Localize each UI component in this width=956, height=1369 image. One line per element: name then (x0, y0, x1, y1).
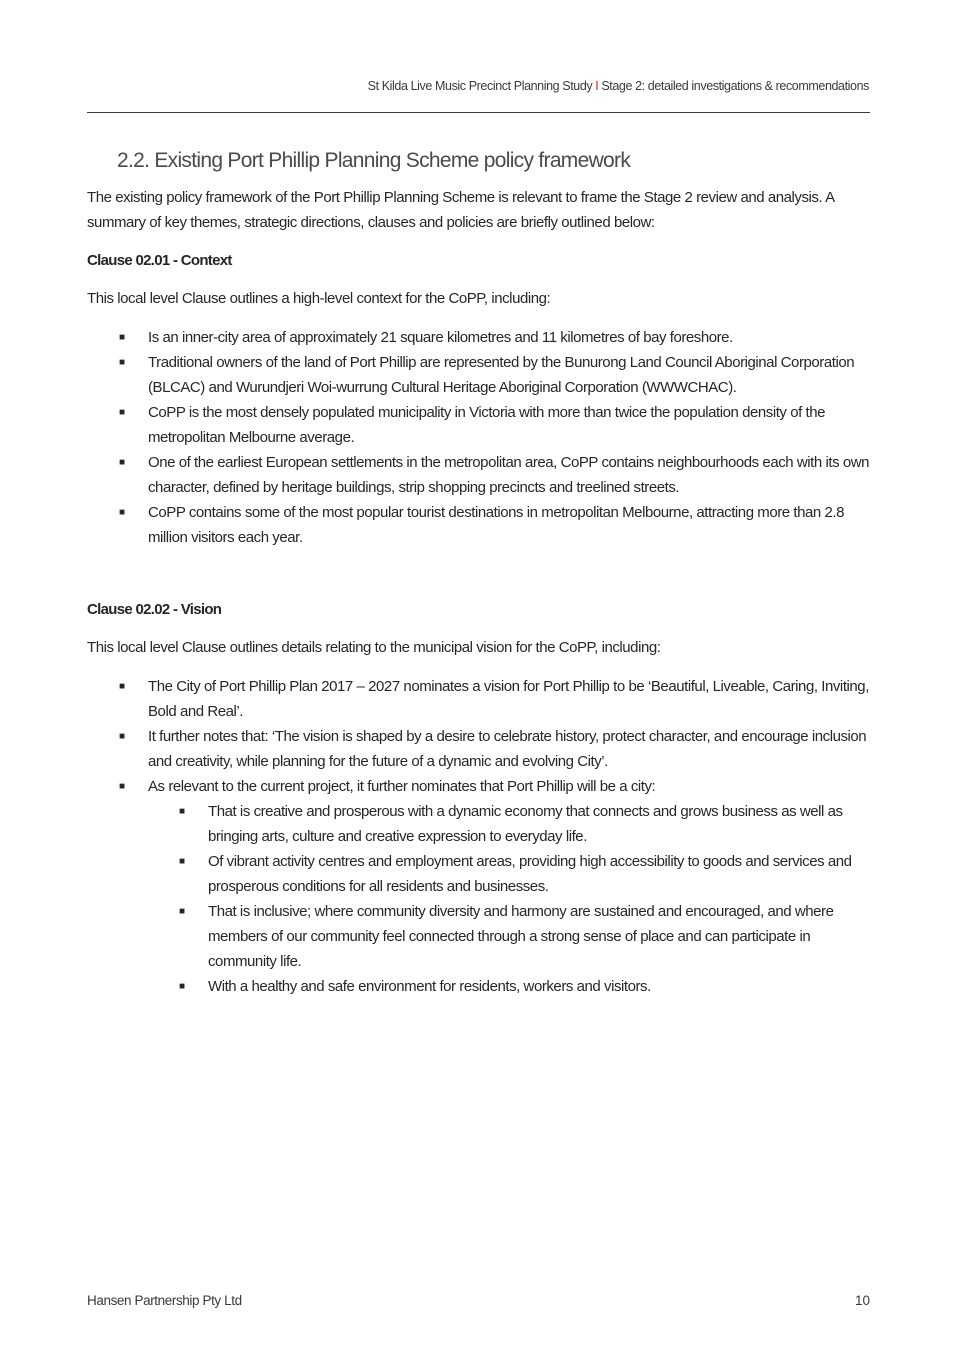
list-item: ■ CoPP is the most densely populated municipality in Victoria with more than twice the population density of the metropolitan Melbourne average. (87, 400, 877, 450)
clause-heading-vision: Clause 02.02 - Vision (87, 601, 222, 618)
sub-list-item: ■ With a healthy and safe environment for residents, workers and visitors. (87, 974, 877, 999)
sub-list-item: ■ That is inclusive; where community diversity and harmony are sustained and encouraged, and where members of our community feel connected through a strong sense of place and can participate in community life. (87, 899, 877, 974)
page-number: 10 (854, 1293, 870, 1308)
header-stage-title: Stage 2: detailed investigations & recommendations (601, 79, 869, 93)
footer-company: Hansen Partnership Pty Ltd (87, 1293, 242, 1308)
square-bullet-icon: ■ (119, 781, 125, 792)
page-body (87, 147, 877, 999)
list-item: ■ One of the earliest European settlements in the metropolitan area, CoPP contains neighbourhoods each with its own character, defined by heritage buildings, strip shopping precincts and treelined streets. (87, 450, 877, 500)
header-separator: I (595, 79, 599, 93)
square-bullet-icon: ■ (179, 856, 185, 867)
sub-list-item: ■ That is creative and prosperous with a dynamic economy that connects and grows business as well as bringing arts, culture and creative expression to everyday life. (87, 799, 877, 849)
square-bullet-icon: ■ (119, 407, 125, 418)
square-bullet-icon: ■ (119, 731, 125, 742)
square-bullet-icon: ■ (179, 906, 185, 917)
section-title: 2.2. Existing Port Phillip Planning Scheme policy framework (117, 149, 631, 172)
vision-list (87, 674, 877, 799)
square-bullet-icon: ■ (119, 681, 125, 692)
clause-heading-context: Clause 02.01 - Context (87, 252, 232, 269)
square-bullet-icon: ■ (119, 357, 125, 368)
list-item: ■ The City of Port Phillip Plan 2017 – 2027 nominates a vision for Port Phillip to be ‘Beautiful, Liveable, Caring, Inviting, Bold and Real’. (87, 674, 877, 724)
square-bullet-icon: ■ (119, 332, 125, 343)
context-list (87, 325, 877, 550)
sub-list-item: ■ Of vibrant activity centres and employment areas, providing high accessibility to goods and services and prosperous conditions for all residents and businesses. (87, 849, 877, 899)
vision-sub-list (87, 799, 877, 999)
list-item: ■ As relevant to the current project, it further nominates that Port Phillip will be a city: (87, 774, 877, 799)
square-bullet-icon: ■ (179, 981, 185, 992)
header-study-title: St Kilda Live Music Precinct Planning Study (367, 79, 593, 93)
list-item: ■ It further notes that: ‘The vision is shaped by a desire to celebrate history, protect character, and encourage inclusion and creativity, while planning for the future of a dynamic and evolving City’. (87, 724, 877, 774)
square-bullet-icon: ■ (179, 806, 185, 817)
square-bullet-icon: ■ (119, 507, 125, 518)
list-item: ■ Is an inner-city area of approximately 21 square kilometres and 11 kilometres of bay foreshore. (87, 325, 877, 350)
running-header (368, 79, 869, 93)
section-intro: The existing policy framework of the Port Phillip Planning Scheme is relevant to frame the Stage 2 review and analysis. A summary of key themes, strategic directions, clauses and policies are briefly outlined below: (87, 189, 834, 231)
list-item: ■ Traditional owners of the land of Port Phillip are represented by the Bunurong Land Council Aboriginal Corporation (BLCAC) and Wurundjeri Woi-wurrung Cultural Heritage Aboriginal Corporation (WWWCHAC). (87, 350, 877, 400)
clause-intro-context: This local level Clause outlines a high-level context for the CoPP, including: (87, 290, 551, 307)
clause-intro-vision: This local level Clause outlines details relating to the municipal vision for the CoPP, including: (87, 639, 661, 656)
square-bullet-icon: ■ (119, 457, 125, 468)
list-item: ■ CoPP contains some of the most popular tourist destinations in metropolitan Melbourne, attracting more than 2.8 million visitors each year. (87, 500, 877, 550)
header-rule (87, 112, 870, 113)
